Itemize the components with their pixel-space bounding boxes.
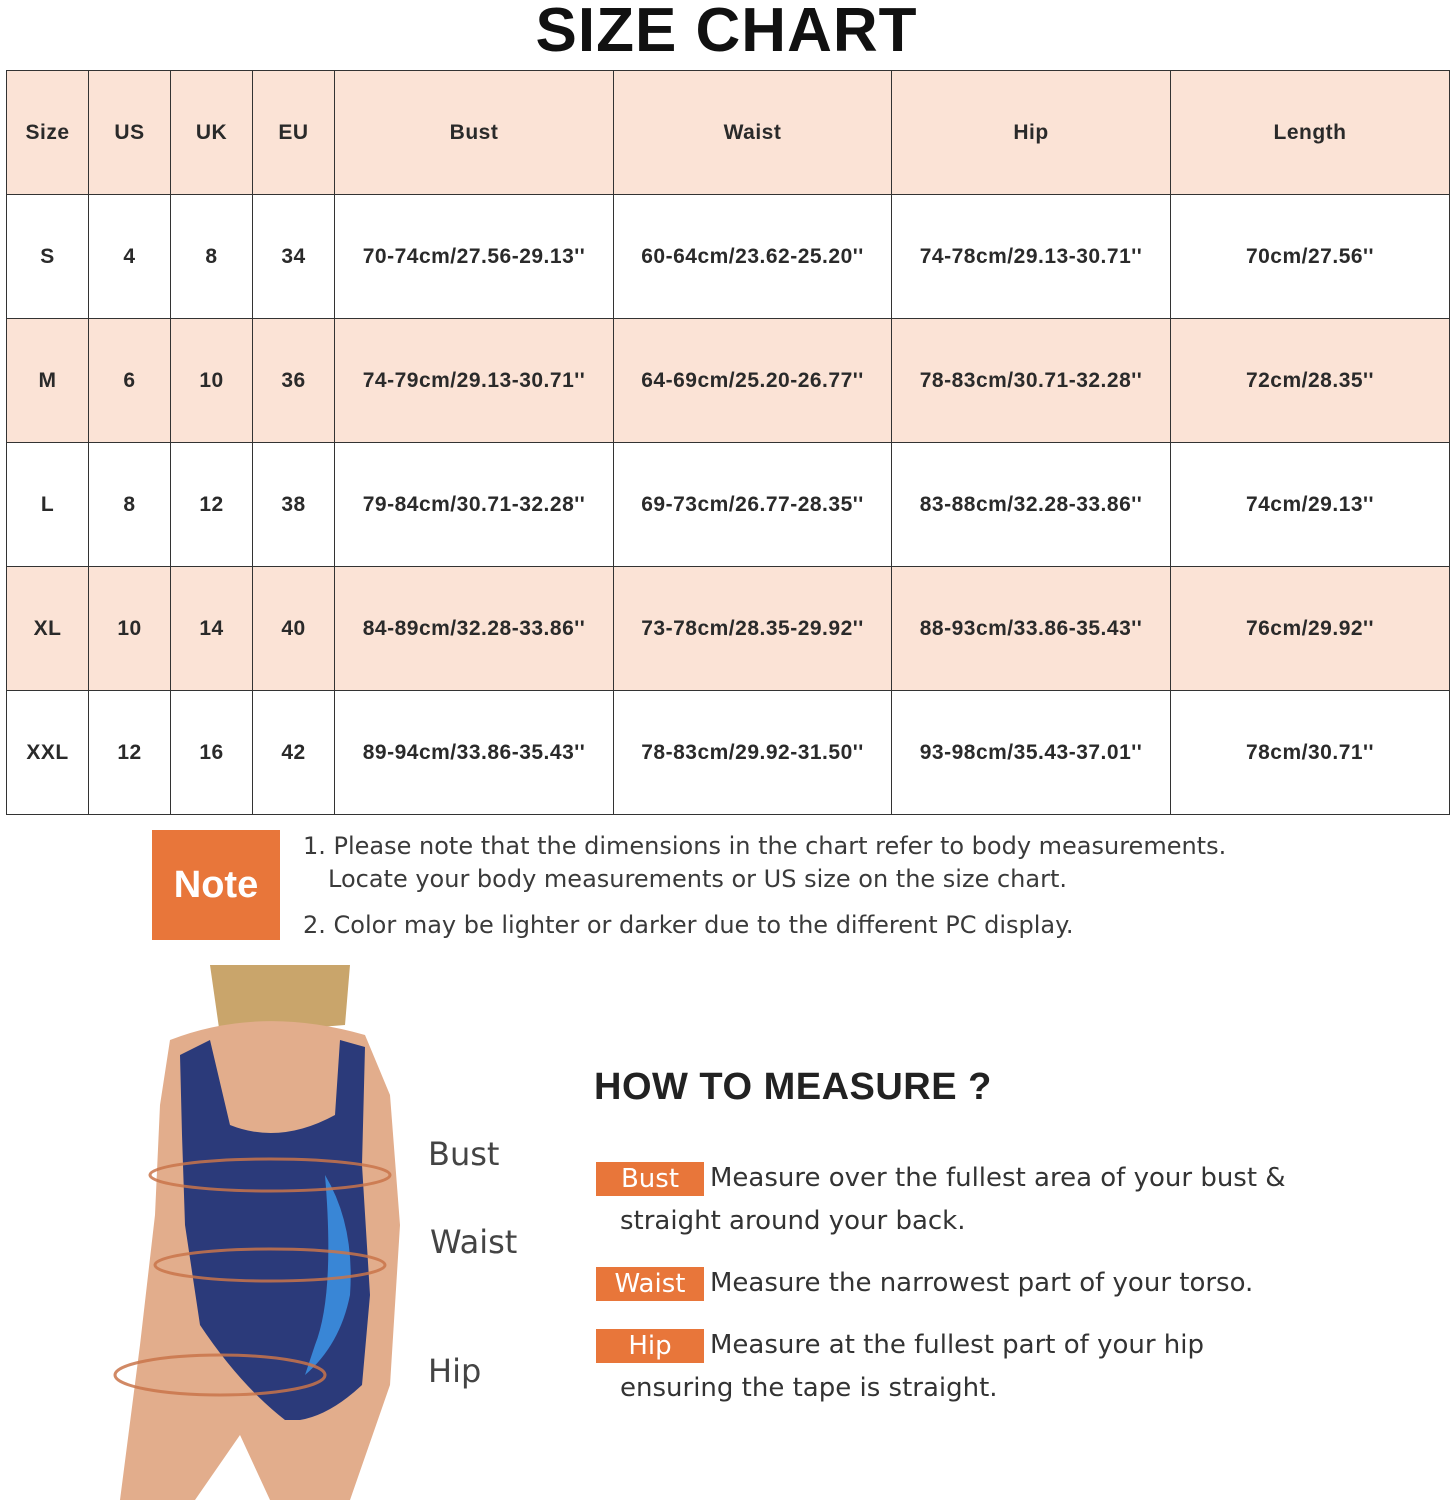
- bust-tag: Bust: [596, 1162, 704, 1196]
- table-cell: 6: [89, 319, 171, 443]
- table-cell: 4: [89, 195, 171, 319]
- table-cell: 60-64cm/23.62-25.20'': [614, 195, 892, 319]
- header-hip: Hip: [892, 71, 1171, 195]
- table-cell: 69-73cm/26.77-28.35'': [614, 443, 892, 567]
- bust-instruction-2: straight around your back.: [620, 1206, 966, 1236]
- table-cell: 64-69cm/25.20-26.77'': [614, 319, 892, 443]
- waist-instruction: Measure the narrowest part of your torso.: [710, 1268, 1254, 1298]
- table-cell: 89-94cm/33.86-35.43'': [335, 691, 614, 815]
- table-cell: 83-88cm/32.28-33.86'': [892, 443, 1171, 567]
- table-cell: 38: [253, 443, 335, 567]
- table-cell: 78-83cm/29.92-31.50'': [614, 691, 892, 815]
- size-table: [6, 70, 1450, 815]
- table-row: [7, 319, 1450, 443]
- table-cell: 42: [253, 691, 335, 815]
- header-eu: EU: [253, 71, 335, 195]
- table-cell: 12: [89, 691, 171, 815]
- table-cell: 88-93cm/33.86-35.43'': [892, 567, 1171, 691]
- table-cell: 74cm/29.13'': [1171, 443, 1450, 567]
- table-cell: 78cm/30.71'': [1171, 691, 1450, 815]
- table-cell: 84-89cm/32.28-33.86'': [335, 567, 614, 691]
- figure-label-bust: Bust: [428, 1135, 500, 1173]
- header-uk: UK: [171, 71, 253, 195]
- table-cell: M: [7, 319, 89, 443]
- hip-instruction-1: Measure at the fullest part of your hip: [710, 1330, 1205, 1360]
- header-waist: Waist: [614, 71, 892, 195]
- table-cell: 10: [171, 319, 253, 443]
- table-cell: 10: [89, 567, 171, 691]
- table-cell: L: [7, 443, 89, 567]
- page-title: SIZE CHART: [535, 0, 918, 65]
- table-cell: XXL: [7, 691, 89, 815]
- table-cell: 40: [253, 567, 335, 691]
- table-cell: 70-74cm/27.56-29.13'': [335, 195, 614, 319]
- bust-instruction-1: Measure over the fullest area of your bust &: [710, 1163, 1286, 1193]
- note-badge: Note: [152, 830, 280, 940]
- table-cell: 74-79cm/29.13-30.71'': [335, 319, 614, 443]
- table-header-row: [7, 71, 1450, 195]
- note-line-1b: Locate your body measurements or US size on the size chart.: [328, 865, 1067, 893]
- table-cell: 70cm/27.56'': [1171, 195, 1450, 319]
- table-cell: 14: [171, 567, 253, 691]
- table-cell: 78-83cm/30.71-32.28'': [892, 319, 1171, 443]
- table-row: [7, 195, 1450, 319]
- header-bust: Bust: [335, 71, 614, 195]
- table-row: [7, 691, 1450, 815]
- header-length: Length: [1171, 71, 1450, 195]
- hip-instruction-2: ensuring the tape is straight.: [620, 1373, 998, 1403]
- waist-tag: Waist: [596, 1267, 704, 1301]
- figure-label-waist: Waist: [430, 1223, 518, 1261]
- table-cell: 8: [89, 443, 171, 567]
- how-to-measure-title: HOW TO MEASURE ?: [594, 1066, 992, 1108]
- table-row: [7, 567, 1450, 691]
- table-cell: 12: [171, 443, 253, 567]
- note-line-2: 2. Color may be lighter or darker due to the different PC display.: [303, 911, 1074, 939]
- table-cell: 8: [171, 195, 253, 319]
- table-cell: S: [7, 195, 89, 319]
- model-illustration: [100, 965, 440, 1500]
- figure-label-hip: Hip: [428, 1352, 482, 1390]
- table-cell: XL: [7, 567, 89, 691]
- table-cell: 72cm/28.35'': [1171, 319, 1450, 443]
- table-cell: 74-78cm/29.13-30.71'': [892, 195, 1171, 319]
- table-cell: 79-84cm/30.71-32.28'': [335, 443, 614, 567]
- table-cell: 73-78cm/28.35-29.92'': [614, 567, 892, 691]
- table-row: [7, 443, 1450, 567]
- table-cell: 16: [171, 691, 253, 815]
- note-line-1: 1. Please note that the dimensions in the chart refer to body measurements.: [303, 832, 1227, 860]
- table-cell: 93-98cm/35.43-37.01'': [892, 691, 1171, 815]
- hip-tag: Hip: [596, 1329, 704, 1363]
- table-cell: 36: [253, 319, 335, 443]
- table-cell: 76cm/29.92'': [1171, 567, 1450, 691]
- header-size: Size: [7, 71, 89, 195]
- table-cell: 34: [253, 195, 335, 319]
- header-us: US: [89, 71, 171, 195]
- swimsuit-figure: [100, 965, 440, 1500]
